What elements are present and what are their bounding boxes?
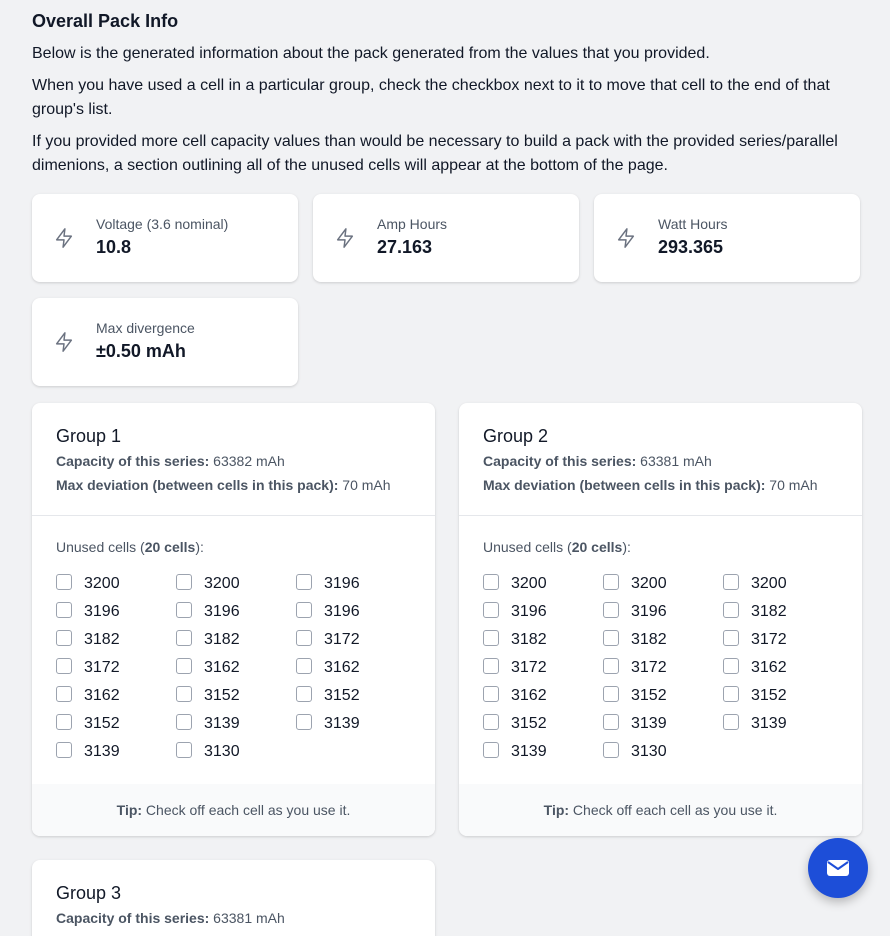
cell-item[interactable]: [56, 714, 176, 742]
cell-checkbox[interactable]: [723, 602, 739, 618]
unused-cells-heading: [483, 538, 838, 556]
cell-checkbox[interactable]: [603, 714, 619, 730]
cell-item[interactable]: [56, 686, 176, 714]
group-title: Group 3: [56, 883, 122, 903]
cell-capacity: 3196: [324, 603, 360, 620]
cell-checkbox[interactable]: [603, 686, 619, 702]
bolt-icon: [615, 226, 637, 250]
cell-item[interactable]: [176, 658, 296, 686]
cell-checkbox[interactable]: [176, 686, 192, 702]
group-capacity: [56, 906, 411, 930]
capacity-value: 63382 mAh: [213, 453, 285, 469]
cell-item[interactable]: [176, 686, 296, 714]
cell-capacity: 3182: [751, 603, 787, 620]
cell-capacity: 3200: [751, 575, 787, 592]
cell-item[interactable]: [723, 602, 843, 630]
cell-capacity: 3162: [204, 659, 240, 676]
stat-value: ±0.50 mAh: [96, 341, 186, 361]
cell-item[interactable]: [603, 686, 723, 714]
cell-capacity: 3172: [751, 631, 787, 648]
bolt-icon: [53, 330, 75, 354]
cell-item[interactable]: [603, 742, 723, 770]
cell-item[interactable]: [296, 602, 416, 630]
cell-item[interactable]: [603, 714, 723, 742]
group-body: [459, 516, 862, 784]
cell-checkbox[interactable]: [603, 742, 619, 758]
stat-card-voltage: [32, 194, 298, 282]
group-title: Group 2: [483, 426, 549, 446]
cell-checkbox[interactable]: [723, 686, 739, 702]
deviation-value: 70 mAh: [769, 477, 818, 493]
unused-prefix: Unused cells (: [483, 539, 572, 555]
capacity-label: Capacity of this series:: [56, 910, 210, 926]
cell-item[interactable]: [56, 574, 176, 602]
description-3: If you provided more cell capacity values than would be necessary to build a pack with the provided series/parallel dimenions, a section outlining all of the unused cells will appear at the bottom of the page.: [32, 133, 838, 174]
cell-checkbox[interactable]: [723, 714, 739, 730]
cell-checkbox[interactable]: [603, 574, 619, 590]
unused-prefix: Unused cells (: [56, 539, 145, 555]
cell-checkbox[interactable]: [296, 686, 312, 702]
group-header: [32, 860, 435, 936]
cell-item[interactable]: [603, 658, 723, 686]
tip-footer: [459, 784, 862, 836]
cell-checkbox[interactable]: [176, 630, 192, 646]
cell-item[interactable]: [483, 742, 603, 770]
deviation-label: Max deviation (between cells in this pack):: [56, 477, 339, 493]
cell-checkbox[interactable]: [603, 602, 619, 618]
bolt-icon: [53, 226, 75, 250]
cell-capacity: 3130: [204, 743, 240, 760]
cell-capacity: 3200: [84, 575, 120, 592]
cell-item[interactable]: [603, 630, 723, 658]
cell-item[interactable]: [56, 602, 176, 630]
cell-item[interactable]: [483, 658, 603, 686]
cell-capacity: 3162: [511, 687, 547, 704]
cell-capacity: 3196: [204, 603, 240, 620]
cell-capacity: 3152: [324, 687, 360, 704]
capacity-label: Capacity of this series:: [483, 453, 637, 469]
cell-capacity: 3139: [204, 715, 240, 732]
cell-item[interactable]: [723, 714, 843, 742]
tip-text: Check off each cell as you use it.: [142, 802, 351, 818]
group-title: Group 1: [56, 426, 122, 446]
cell-capacity: 3130: [631, 743, 667, 760]
cell-capacity: 3152: [631, 687, 667, 704]
cell-checkbox[interactable]: [176, 658, 192, 674]
cell-capacity: 3182: [511, 631, 547, 648]
description-1: Below is the generated information about the pack generated from the values that you provided.: [32, 45, 710, 62]
cell-capacity: 3200: [511, 575, 547, 592]
unused-count: 20 cells: [144, 539, 196, 555]
cell-item[interactable]: [296, 714, 416, 742]
cell-capacity: 3196: [631, 603, 667, 620]
cell-item[interactable]: [56, 630, 176, 658]
group-header: [32, 403, 435, 516]
cell-checkbox[interactable]: [56, 686, 72, 702]
cell-checkbox[interactable]: [296, 714, 312, 730]
cell-item[interactable]: [723, 658, 843, 686]
overall-pack-info: [32, 0, 861, 386]
cell-capacity: 3139: [324, 715, 360, 732]
cell-capacity: 3182: [204, 631, 240, 648]
capacity-label: Capacity of this series:: [56, 453, 210, 469]
cell-capacity: 3162: [751, 659, 787, 676]
cell-checkbox[interactable]: [296, 658, 312, 674]
cell-checkbox[interactable]: [483, 630, 499, 646]
cell-capacity: 3182: [631, 631, 667, 648]
capacity-value: 63381 mAh: [213, 910, 285, 926]
group-body: [32, 516, 435, 784]
cell-list: [56, 574, 411, 770]
cell-checkbox[interactable]: [176, 574, 192, 590]
cell-checkbox[interactable]: [56, 630, 72, 646]
cell-capacity: 3196: [84, 603, 120, 620]
cell-checkbox[interactable]: [176, 742, 192, 758]
cell-capacity: 3139: [631, 715, 667, 732]
cell-checkbox[interactable]: [56, 742, 72, 758]
cell-item[interactable]: [296, 630, 416, 658]
cell-checkbox[interactable]: [483, 742, 499, 758]
stat-card-max-divergence: [32, 298, 298, 386]
stat-label: Watt Hours: [658, 216, 728, 232]
group-card-3: [32, 860, 435, 936]
cell-checkbox[interactable]: [483, 686, 499, 702]
cell-item[interactable]: [296, 686, 416, 714]
cell-item[interactable]: [176, 714, 296, 742]
cell-capacity: 3172: [324, 631, 360, 648]
cell-checkbox[interactable]: [56, 714, 72, 730]
cell-capacity: 3152: [751, 687, 787, 704]
cell-checkbox[interactable]: [176, 602, 192, 618]
cell-checkbox[interactable]: [483, 602, 499, 618]
cell-capacity: 3162: [324, 659, 360, 676]
cell-checkbox[interactable]: [483, 574, 499, 590]
cell-capacity: 3200: [631, 575, 667, 592]
cell-item[interactable]: [483, 686, 603, 714]
cell-capacity: 3162: [84, 687, 120, 704]
cell-item[interactable]: [723, 630, 843, 658]
cell-capacity: 3152: [511, 715, 547, 732]
tip-footer: [32, 784, 435, 836]
cell-checkbox[interactable]: [483, 658, 499, 674]
cell-item[interactable]: [483, 574, 603, 602]
cell-checkbox[interactable]: [296, 574, 312, 590]
cell-checkbox[interactable]: [296, 602, 312, 618]
description-2: When you have used a cell in a particular group, check the checkbox next to it to move that cell to the end of that group's list.: [32, 77, 830, 118]
cell-capacity: 3152: [84, 715, 120, 732]
cell-item[interactable]: [176, 630, 296, 658]
group-capacity: [483, 449, 838, 473]
cell-capacity: 3172: [511, 659, 547, 676]
group-capacity: [56, 449, 411, 473]
cell-capacity: 3196: [324, 575, 360, 592]
group-card-1: [32, 403, 435, 836]
stat-value: 10.8: [96, 237, 132, 257]
cell-item[interactable]: [176, 574, 296, 602]
stat-card-amp-hours: [313, 194, 579, 282]
cell-capacity: 3196: [511, 603, 547, 620]
cell-item[interactable]: [176, 742, 296, 770]
unused-count: 20 cells: [571, 539, 623, 555]
cell-capacity: 3139: [84, 743, 120, 760]
cell-checkbox[interactable]: [723, 574, 739, 590]
tip-label: Tip:: [543, 802, 570, 818]
tip-text: Check off each cell as you use it.: [569, 802, 778, 818]
cell-checkbox[interactable]: [56, 658, 72, 674]
cell-item[interactable]: [723, 574, 843, 602]
cell-item[interactable]: [56, 658, 176, 686]
group-header: [459, 403, 862, 516]
cell-item[interactable]: [483, 630, 603, 658]
page-title: Overall Pack Info: [32, 11, 179, 31]
cell-checkbox[interactable]: [176, 714, 192, 730]
cell-list: [483, 574, 838, 770]
bolt-icon: [334, 226, 356, 250]
cell-item[interactable]: [296, 574, 416, 602]
cell-item[interactable]: [723, 686, 843, 714]
cell-item[interactable]: [56, 742, 176, 770]
group-card-2: [459, 403, 862, 836]
cell-item[interactable]: [176, 602, 296, 630]
deviation-label: Max deviation (between cells in this pack):: [483, 477, 766, 493]
cell-capacity: 3200: [204, 575, 240, 592]
stats-grid: [32, 194, 861, 386]
stat-label: Amp Hours: [377, 216, 448, 232]
cell-checkbox[interactable]: [56, 574, 72, 590]
cell-checkbox[interactable]: [603, 658, 619, 674]
cell-checkbox[interactable]: [56, 602, 72, 618]
cell-item[interactable]: [483, 602, 603, 630]
cell-capacity: 3152: [204, 687, 240, 704]
stat-card-watt-hours: [594, 194, 860, 282]
unused-cells-heading: [56, 538, 411, 556]
cell-checkbox[interactable]: [296, 630, 312, 646]
cell-checkbox[interactable]: [723, 658, 739, 674]
cell-checkbox[interactable]: [603, 630, 619, 646]
group-deviation: [56, 473, 411, 497]
unused-suffix: ):: [622, 539, 631, 555]
cell-capacity: 3172: [84, 659, 120, 676]
cell-item[interactable]: [296, 658, 416, 686]
cell-item[interactable]: [483, 714, 603, 742]
cell-capacity: 3139: [751, 715, 787, 732]
unused-suffix: ):: [195, 539, 204, 555]
tip-label: Tip:: [116, 802, 143, 818]
stat-value: 27.163: [377, 237, 433, 257]
mail-button[interactable]: [808, 838, 868, 898]
cell-capacity: 3182: [84, 631, 120, 648]
cell-checkbox[interactable]: [723, 630, 739, 646]
cell-checkbox[interactable]: [483, 714, 499, 730]
stat-label: Max divergence: [96, 320, 195, 336]
cell-capacity: 3139: [511, 743, 547, 760]
cell-item[interactable]: [603, 602, 723, 630]
deviation-value: 70 mAh: [342, 477, 391, 493]
stat-value: 293.365: [658, 237, 724, 257]
group-deviation: [483, 473, 838, 497]
cell-item[interactable]: [603, 574, 723, 602]
stat-label: Voltage (3.6 nominal): [96, 216, 229, 232]
mail-icon: [826, 858, 850, 878]
cell-capacity: 3172: [631, 659, 667, 676]
capacity-value: 63381 mAh: [640, 453, 712, 469]
